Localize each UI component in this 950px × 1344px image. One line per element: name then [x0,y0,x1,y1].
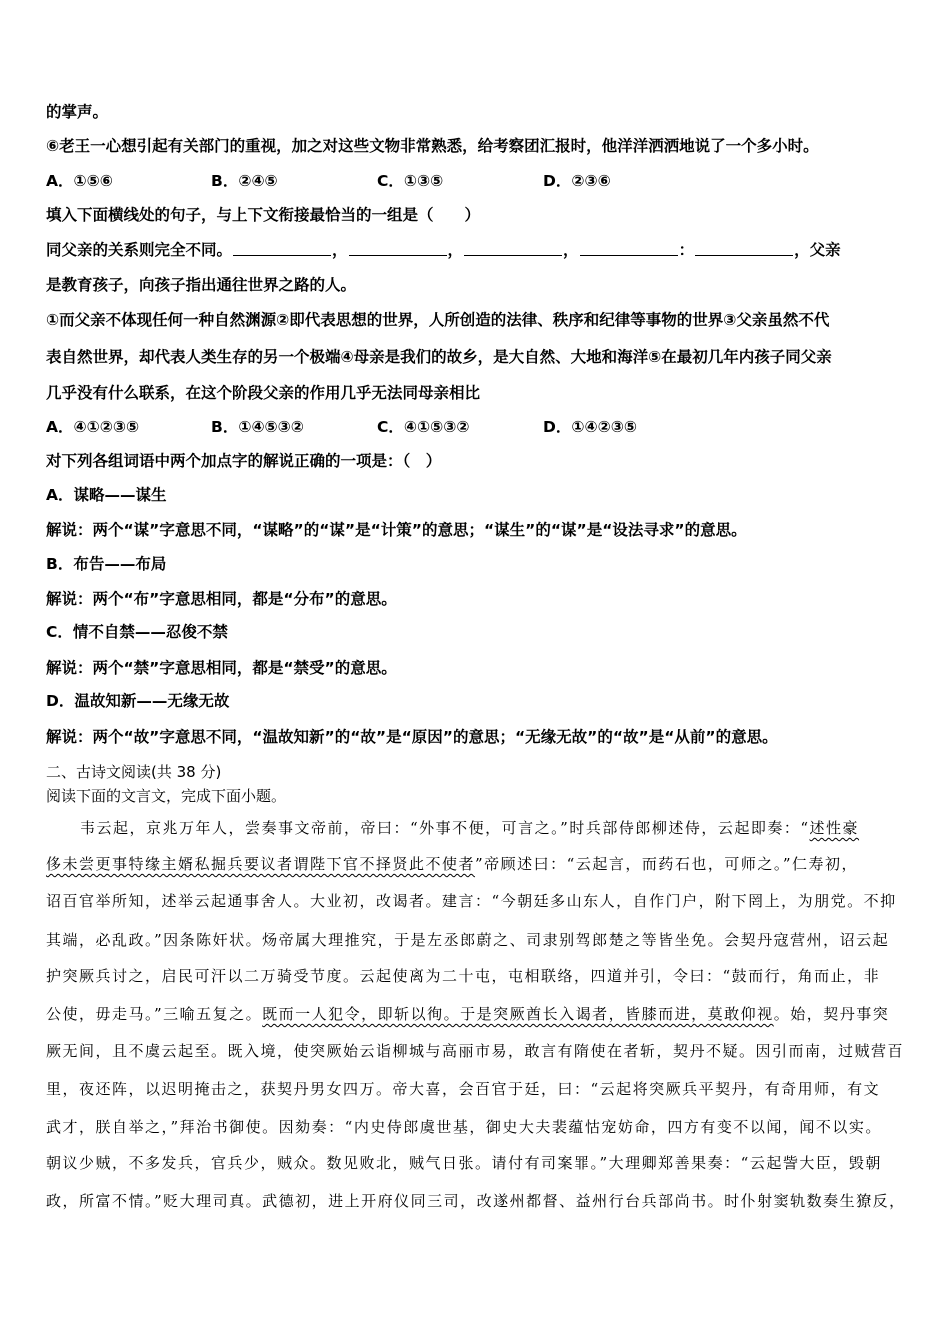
option-a[interactable]: A．①⑤⑥ [46,172,113,190]
underlined-sentence-1: 述性豪 [809,819,860,837]
passage-line-8: 里，夜还阵，以迟明掩击之，获契丹男女四万。帝大喜，会百官于廷，曰：“云起将突厥兵平契丹，有奇用师，有文 [46,1080,881,1098]
fill-question-line3: ①而父亲不体现任何一种自然渊源②即代表思想的世界，人所创造的法律、秩序和纪律等事物的世界③父亲虽然不代 [46,311,830,329]
passage-line-5: 护突厥兵讨之，启民可汗以二万骑受节度。云起使离为二十屯，屯相联络，四道并引，令曰：“鼓而行，角而止，非 [46,967,881,985]
words-option-d[interactable]: D．温故知新——无缘无故 [46,692,230,710]
words-option-a[interactable]: A．谋略——谋生 [46,486,167,504]
section-title: 二、古诗文阅读(共 38 分) [46,763,222,781]
prev-question-line2: ⑥老王一心想引起有关部门的重视，加之对这些文物非常熟悉，给考察团汇报时，他洋洋洒洒地说了一个多小时。 [46,137,819,155]
words-option-a-explanation: 解说：两个“谋”字意思不同，“谋略”的“谋”是“计策”的意思；“谋生”的“谋”是“设法寻求”的意思。 [46,521,747,539]
fill-question-line5: 几乎没有什么联系，在这个阶段父亲的作用几乎无法同母亲相比 [46,384,481,402]
words-option-c-explanation: 解说：两个“禁”字意思相同，都是“禁受”的意思。 [46,659,397,677]
passage-line-9: 武才，朕自举之，”拜治书御使。因劾奏：“内史侍郎虞世基，御史大夫裴蕴怙宠妨命，四方有变不以闻，闻不以实。 [46,1118,882,1136]
fill-line1-end: ，父亲 [794,241,841,259]
fill-line1-start: 同父亲的关系则完全不同。 [46,241,233,259]
fill-question-stem: 填入下面横线处的句子，与上下文衔接最恰当的一组是（ ） [46,206,481,224]
blank-3[interactable] [464,241,562,256]
passage-line-11: 政，所富不情。”贬大理司真。武德初，进上开府仪同三司，改遂州都督、益州行台兵部尚书。时仆射窦轨数奏生獠反， [46,1192,906,1210]
option-c[interactable]: C．④①⑤③② [377,418,470,436]
passage-line-10: 朝议少贼，不多发兵，官兵少，贼众。数见败北，贼气日张。请付有司案罪。”大理卿郑善果奏：“云起訾大臣，毁朝 [46,1154,882,1172]
option-a[interactable]: A．④①②③⑤ [46,418,140,436]
blank-1[interactable] [233,241,331,256]
passage-line-7: 厥无间，且不虞云起至。既入境，使突厥始云诣柳城与高丽市易，敢言有隋使在者斩，契丹不疑。因引而南，过贼营百 [46,1042,905,1060]
option-d[interactable]: D．①④②③⑤ [543,418,637,436]
words-option-c[interactable]: C．情不自禁——忍俊不禁 [46,623,228,641]
passage-line-4: 其端，必乱政。”因条陈奸状。炀帝属大理推究，于是左丞郎蔚之、司隶别驾郎楚之等皆坐免。会契丹寇营州，诏云起 [46,931,890,949]
comma-2: ， [447,241,464,259]
passage-line-6: 公使，毋走马。”三喻五复之。既而一人犯令，即斩以徇。于是突厥酋长入谒者，皆膝而进，莫敢仰视。始，契丹事突 [46,1005,890,1023]
blank-4[interactable] [580,241,678,256]
section-instruction: 阅读下面的文言文，完成下面小题。 [46,787,287,805]
comma-3: ， [563,241,579,259]
underlined-sentence-2: 既而一人犯令，即斩以徇。于是突厥酋长入谒者，皆膝而进，莫敢仰视 [262,1005,774,1023]
comma-1: ， [332,241,348,259]
fill-question-line2: 是教育孩子，向孩子指出通往世界之路的人。 [46,276,357,294]
passage-line-2: 侈未尝更事特缘主婿私掘兵要议者谓陛下官不择贤此不使者”帝顾述曰：“云起言，而药石也，可师之。”仁寿初， [46,855,859,873]
passage-line-1: 韦云起，京兆万年人，尝奏事文帝前，帝曰：“外事不便，可言之。”时兵部侍郎柳述侍，云起即奏：“述性豪 [80,819,860,837]
colon-1: ： [678,241,695,259]
words-option-b[interactable]: B．布告——布局 [46,555,167,573]
blank-2[interactable] [349,241,447,256]
words-question-stem: 对下列各组词语中两个加点字的解说正确的一项是：（ ） [46,452,442,470]
words-option-d-explanation: 解说：两个“故”字意思不同，“温故知新”的“故”是“原因”的意思；“无缘无故”的“故”是“从前”的意思。 [46,728,778,746]
fill-question-line1 [46,240,841,260]
option-d[interactable]: D．②③⑥ [543,172,611,190]
words-option-b-explanation: 解说：两个“布”字意思相同，都是“分布”的意思。 [46,590,397,608]
underlined-sentence-1-cont: 侈未尝更事特缘主婿私掘兵要议者谓陛下官不择贤此不使者 [46,855,476,873]
blank-5[interactable] [695,241,793,256]
option-b[interactable]: B．①④⑤③② [211,418,304,436]
option-b[interactable]: B．②④⑤ [211,172,278,190]
fill-question-line4: 表自然世界，却代表人类生存的另一个极端④母亲是我们的故乡，是大自然、大地和海洋⑤在最初几年内孩子同父亲 [46,348,832,366]
prev-question-line1: 的掌声。 [46,103,109,121]
option-c[interactable]: C．①③⑤ [377,172,444,190]
passage-line-3: 诏百官举所知，述举云起通事舍人。大业初，改谒者。建言：“今朝廷多山东人，自作门户，附下罔上，为朋党。不抑 [46,892,897,910]
